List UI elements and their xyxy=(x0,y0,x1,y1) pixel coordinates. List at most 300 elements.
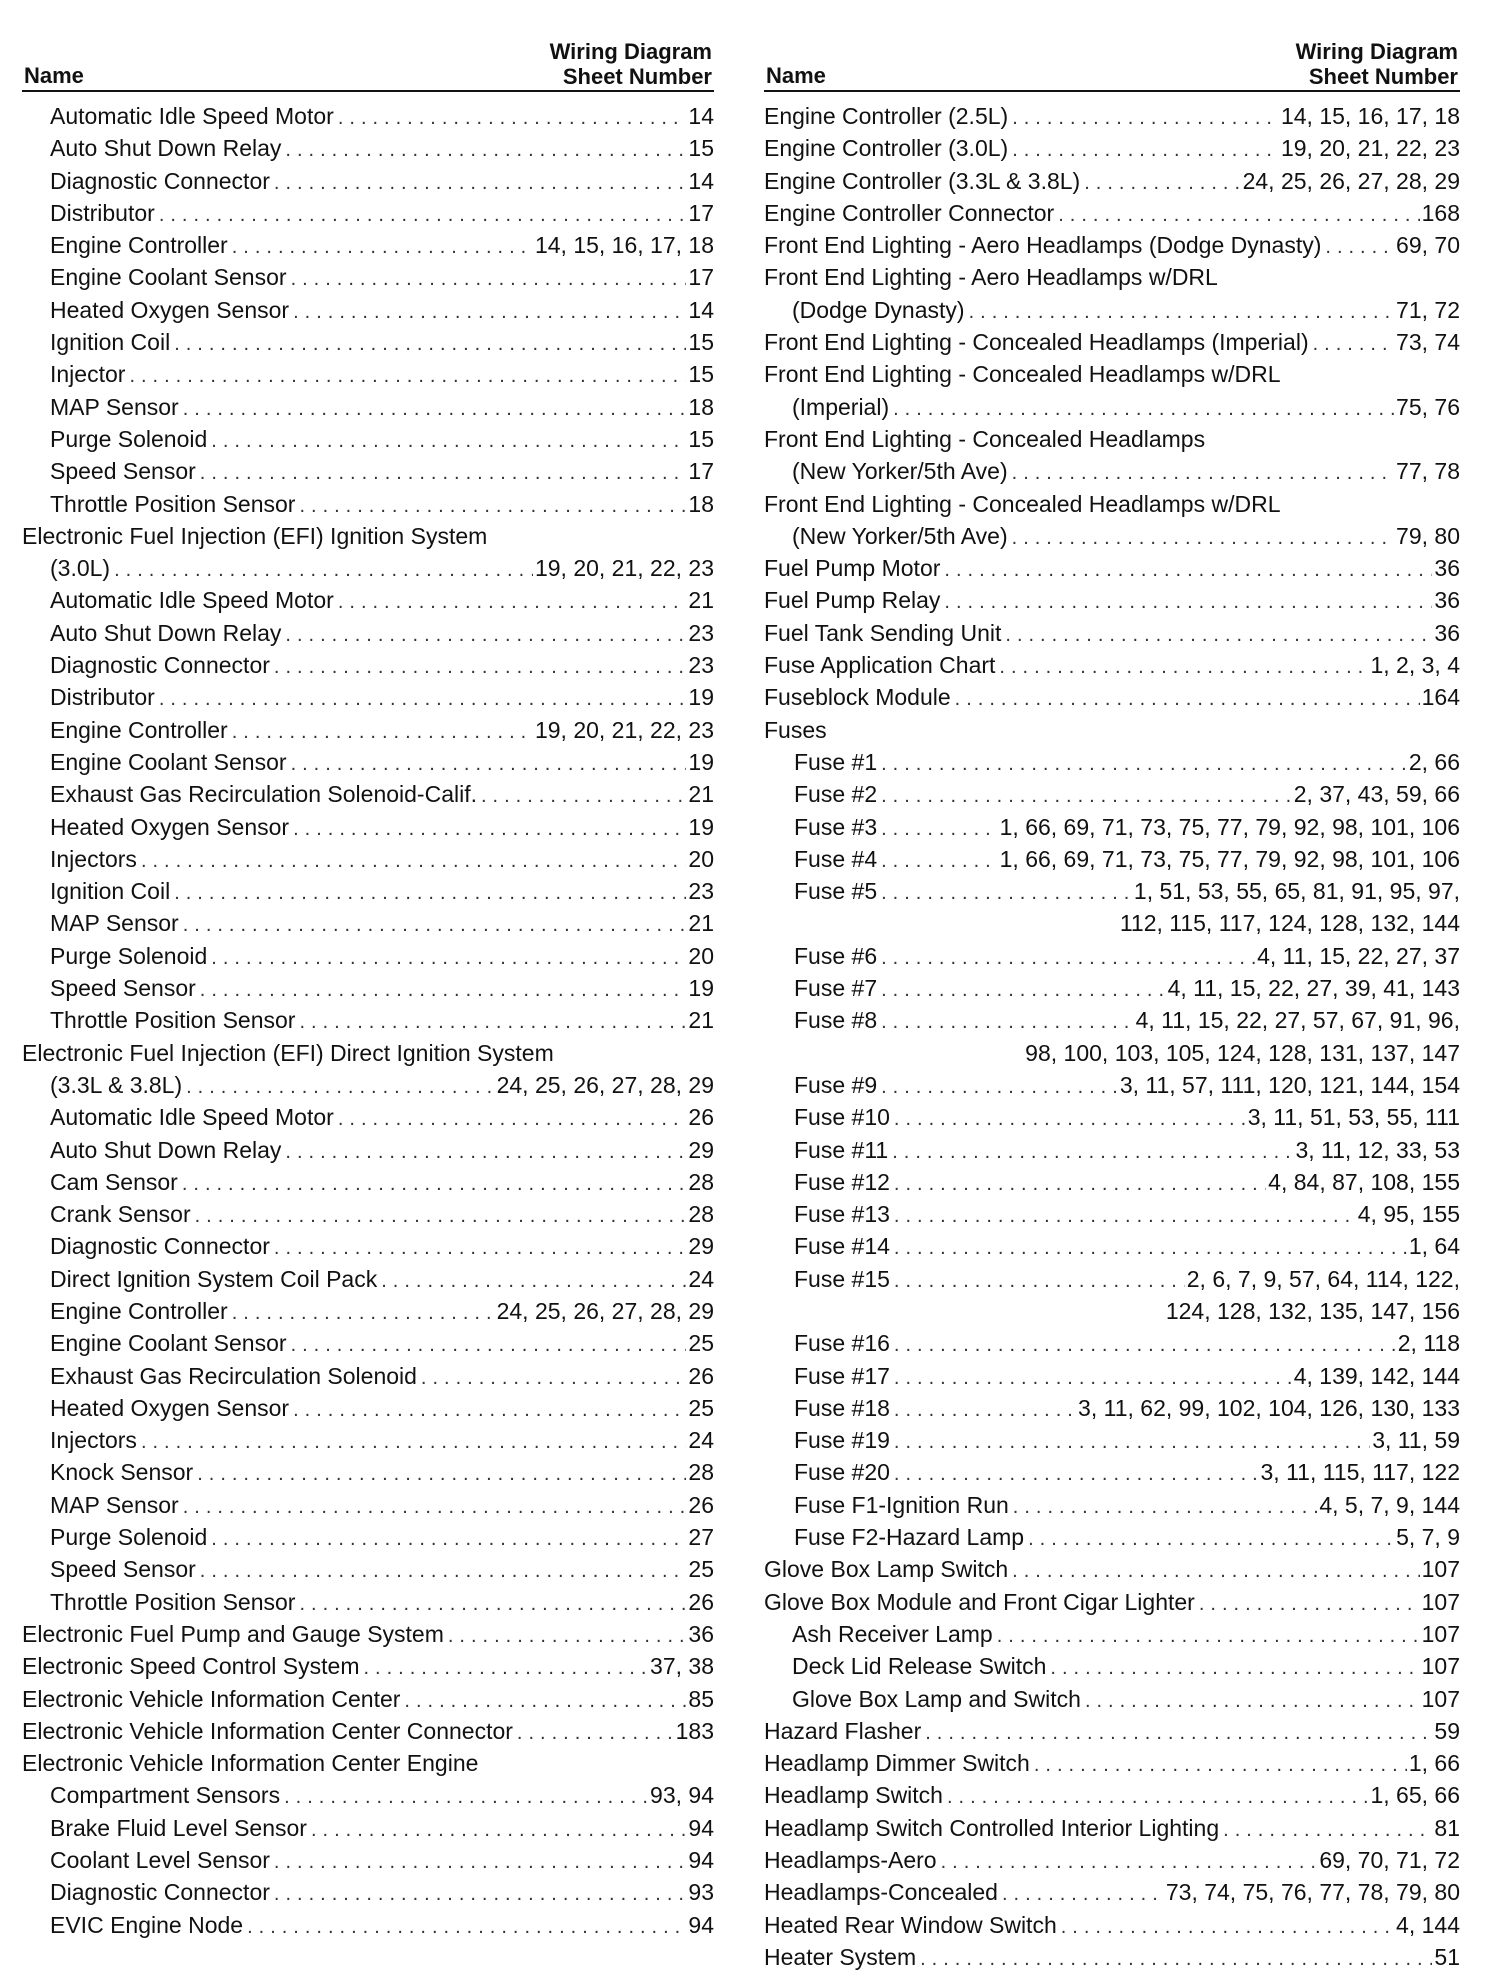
sheet-numbers: 37, 38 xyxy=(650,1653,714,1680)
sheet-number-column-heading xyxy=(550,39,712,89)
sheet-numbers: 3, 11, 57, 111, 120, 121, 144, 154 xyxy=(1119,1071,1460,1098)
index-entry xyxy=(22,1230,714,1262)
entry-name: Knock Sensor xyxy=(50,1459,194,1486)
entry-name: Fuse #10 xyxy=(794,1104,890,1131)
dot-leader xyxy=(881,1071,1118,1103)
index-entry xyxy=(22,1683,714,1715)
entry-name: Fuse #16 xyxy=(794,1330,890,1357)
index-entry xyxy=(764,1166,1460,1198)
entry-name: Diagnostic Connector xyxy=(50,1233,270,1260)
sheet-numbers: 25 xyxy=(688,1556,714,1583)
entry-name: Engine Controller (3.3L & 3.8L) xyxy=(764,167,1081,194)
sheet-numbers: 29 xyxy=(688,1136,714,1163)
index-entry xyxy=(764,1327,1460,1359)
entry-name: Engine Controller (2.5L) xyxy=(764,103,1009,129)
index-entry xyxy=(764,811,1460,843)
index-entry xyxy=(764,778,1460,810)
entry-name: Electronic Speed Control System xyxy=(22,1653,360,1680)
dot-leader xyxy=(291,1329,687,1361)
dot-leader xyxy=(894,1232,1407,1264)
sheet-numbers: 3, 11, 51, 53, 55, 111 xyxy=(1247,1104,1460,1131)
entry-name: Compartment Sensors xyxy=(50,1782,281,1809)
entry-name: (New Yorker/5th Ave) xyxy=(792,458,1008,485)
dot-leader xyxy=(881,813,998,845)
entry-name: Headlamp Switch Controlled Interior Lighting xyxy=(764,1814,1220,1841)
index-entry xyxy=(22,1166,714,1198)
dot-leader xyxy=(1034,1749,1407,1781)
index-entry xyxy=(22,294,714,326)
dot-leader xyxy=(481,780,686,812)
entry-name: Headlamps-Aero xyxy=(764,1847,937,1874)
entry-name: Automatic Idle Speed Motor xyxy=(50,103,334,129)
entry-name: Hazard Flasher xyxy=(764,1717,922,1744)
sheet-numbers: 36 xyxy=(1434,555,1460,582)
dot-leader xyxy=(232,1297,495,1329)
dot-leader xyxy=(944,554,1432,586)
entry-name: Fuse #13 xyxy=(794,1201,890,1228)
sheet-numbers: 4, 144 xyxy=(1396,1911,1460,1938)
dot-leader xyxy=(129,360,686,392)
index-entry xyxy=(22,1134,714,1166)
entry-name: Fuse #9 xyxy=(794,1071,878,1098)
dot-leader xyxy=(274,1846,686,1878)
sheet-numbers: 19, 20, 21, 22, 23 xyxy=(534,555,714,582)
index-heading xyxy=(764,261,1460,293)
sheet-numbers: 20 xyxy=(688,845,714,872)
sheet-numbers: 36 xyxy=(688,1620,714,1647)
dot-leader xyxy=(920,1943,1432,1975)
sheet-numbers: 24, 25, 26, 27, 28, 29 xyxy=(496,1071,714,1098)
index-heading xyxy=(764,714,1460,746)
index-entry xyxy=(22,1327,714,1359)
entry-name: Electronic Vehicle Information Center xyxy=(22,1685,401,1712)
dot-leader xyxy=(421,1362,686,1394)
entry-name: Injector xyxy=(50,361,126,388)
index-entry xyxy=(22,391,714,423)
index-entry xyxy=(764,294,1460,326)
sheet-numbers: 69, 70 xyxy=(1396,232,1460,259)
sheet-numbers: 19, 20, 21, 22, 23 xyxy=(534,716,714,743)
entry-name: Fuse #5 xyxy=(794,878,878,905)
entry-name: Direct Ignition System Coil Pack xyxy=(50,1265,378,1292)
dot-leader xyxy=(955,683,1420,715)
entry-name: Fuse #4 xyxy=(794,845,878,872)
index-entry xyxy=(764,229,1460,261)
sheet-numbers: 124, 128, 132, 135, 147, 156 xyxy=(1165,1297,1460,1324)
entry-name: Headlamps-Concealed xyxy=(764,1879,998,1906)
dot-leader xyxy=(247,1911,686,1943)
dot-leader xyxy=(941,1846,1318,1878)
dot-leader xyxy=(894,1394,1076,1426)
index-entry xyxy=(764,1230,1460,1262)
entry-name: Fuel Pump Relay xyxy=(764,587,941,614)
index-entry xyxy=(22,1909,714,1941)
dot-leader xyxy=(141,1426,686,1458)
sheet-numbers: 107 xyxy=(1421,1685,1460,1712)
sheet-numbers: 4, 11, 15, 22, 27, 39, 41, 143 xyxy=(1167,975,1460,1002)
entry-name: Glove Box Lamp Switch xyxy=(764,1556,1009,1583)
dot-leader xyxy=(293,296,686,328)
sheet-numbers: 107 xyxy=(1421,1556,1460,1583)
entry-name: Fuse #12 xyxy=(794,1168,890,1195)
dot-leader xyxy=(183,909,687,941)
sheet-numbers: 1, 64 xyxy=(1408,1233,1460,1260)
name-column-heading: Name xyxy=(766,63,826,88)
sheet-numbers: 98, 100, 103, 105, 124, 128, 131, 137, 147 xyxy=(1025,1039,1460,1066)
sheet-numbers: 26 xyxy=(688,1588,714,1615)
entry-name: Fuse #14 xyxy=(794,1233,890,1260)
index-entry xyxy=(22,552,714,584)
index-entry xyxy=(764,1004,1460,1036)
sheet-numbers: 15 xyxy=(688,329,714,356)
entry-name: Front End Lighting - Aero Headlamps w/DRL xyxy=(764,264,1218,291)
dot-leader xyxy=(881,748,1407,780)
index-entry-continuation xyxy=(764,907,1460,939)
dot-leader xyxy=(159,199,687,231)
index-entry xyxy=(22,746,714,778)
sheet-numbers: 85 xyxy=(688,1685,714,1712)
dot-leader xyxy=(274,651,687,683)
entry-name: Fuse #6 xyxy=(794,942,878,969)
dot-leader xyxy=(881,845,998,877)
entry-name: (Dodge Dynasty) xyxy=(792,296,965,323)
dot-leader xyxy=(291,748,687,780)
index-entry xyxy=(22,261,714,293)
index-entry xyxy=(764,197,1460,229)
sheet-numbers: 25 xyxy=(688,1394,714,1421)
entry-name: Fuse #11 xyxy=(794,1136,889,1163)
index-entry xyxy=(764,1683,1460,1715)
sheet-numbers: 15 xyxy=(688,135,714,162)
index-entry xyxy=(22,907,714,939)
entry-name: Front End Lighting - Concealed Headlamps w/DRL xyxy=(764,490,1281,517)
dot-leader xyxy=(881,1006,1134,1038)
entry-name: Speed Sensor xyxy=(50,975,196,1002)
sheet-numbers: 112, 115, 117, 124, 128, 132, 144 xyxy=(1119,910,1460,937)
index-entry xyxy=(22,100,714,132)
sheet-numbers: 24 xyxy=(688,1427,714,1454)
sheet-numbers: 164 xyxy=(1421,684,1460,711)
index-entry xyxy=(22,1779,714,1811)
index-entry xyxy=(764,1812,1460,1844)
index-entry xyxy=(22,1586,714,1618)
dot-leader xyxy=(338,586,687,618)
dot-leader xyxy=(274,1878,687,1910)
dot-leader xyxy=(881,877,1132,909)
index-entry xyxy=(764,843,1460,875)
sheet-numbers: 36 xyxy=(1434,619,1460,646)
index-entry xyxy=(764,1553,1460,1585)
dot-leader xyxy=(894,1458,1259,1490)
index-entry xyxy=(764,1844,1460,1876)
sheet-numbers: 21 xyxy=(688,587,714,614)
dot-leader xyxy=(186,1071,494,1103)
index-entry xyxy=(764,1521,1460,1553)
entry-name: Engine Controller (3.0L) xyxy=(764,135,1009,162)
entry-name: Exhaust Gas Recirculation Solenoid-Calif. xyxy=(50,781,477,808)
entry-name: Engine Coolant Sensor xyxy=(50,1330,287,1357)
dot-leader xyxy=(285,619,686,651)
entry-name: Fuse #15 xyxy=(794,1265,890,1292)
index-entry xyxy=(22,229,714,261)
index-entry xyxy=(764,746,1460,778)
entry-name: Fuse #3 xyxy=(794,813,878,840)
entry-name: MAP Sensor xyxy=(50,1491,179,1518)
index-entry xyxy=(764,1586,1460,1618)
entry-name: Electronic Vehicle Information Center Connector xyxy=(22,1717,513,1744)
sheet-numbers: 21 xyxy=(688,1007,714,1034)
dot-leader xyxy=(364,1652,649,1684)
dot-leader xyxy=(1012,134,1279,166)
dot-leader xyxy=(195,1200,687,1232)
dot-leader xyxy=(1012,457,1394,489)
dot-leader xyxy=(894,1362,1292,1394)
sheet-numbers: 4, 11, 15, 22, 27, 37 xyxy=(1257,942,1460,969)
sheet-numbers: 26 xyxy=(688,1104,714,1131)
entry-name: Electronic Fuel Injection (EFI) Ignition System xyxy=(22,522,488,549)
right-column xyxy=(764,28,1460,1973)
entry-name: Engine Controller Connector xyxy=(764,199,1055,226)
index-entry xyxy=(764,617,1460,649)
entry-name: Diagnostic Connector xyxy=(50,652,270,679)
index-entry xyxy=(22,1812,714,1844)
dot-leader xyxy=(1084,167,1240,199)
sheet-numbers: 1, 51, 53, 55, 65, 81, 91, 95, 97, xyxy=(1133,878,1460,905)
index-entry xyxy=(22,1263,714,1295)
dot-leader xyxy=(997,1620,1420,1652)
dot-leader xyxy=(285,134,686,166)
index-heading xyxy=(764,423,1460,455)
left-column-header xyxy=(22,28,714,92)
dot-leader xyxy=(211,425,686,457)
dot-leader xyxy=(274,167,687,199)
index-entry xyxy=(22,875,714,907)
sheet-numbers: 36 xyxy=(1434,587,1460,614)
sheet-numbers: 3, 11, 115, 117, 122 xyxy=(1260,1459,1460,1486)
dot-leader xyxy=(232,231,533,263)
entry-name: Fuse #7 xyxy=(794,975,878,1002)
index-entry xyxy=(22,1521,714,1553)
index-entry xyxy=(764,1134,1460,1166)
sheet-numbers: 4, 11, 15, 22, 27, 57, 67, 91, 96, xyxy=(1135,1007,1460,1034)
index-entry xyxy=(764,584,1460,616)
dot-leader xyxy=(293,813,686,845)
dot-leader xyxy=(881,974,1165,1006)
entry-name: Glove Box Lamp and Switch xyxy=(792,1685,1081,1712)
dot-leader xyxy=(969,296,1394,328)
sheet-numbers: 23 xyxy=(688,619,714,646)
sheet-numbers: 107 xyxy=(1421,1653,1460,1680)
sheet-heading-line-2: Sheet Number xyxy=(1308,64,1458,89)
index-entry xyxy=(22,1489,714,1521)
index-entry xyxy=(764,1424,1460,1456)
entry-name: Purge Solenoid xyxy=(50,942,208,969)
sheet-heading-line-1: Wiring Diagram xyxy=(1295,39,1458,64)
sheet-numbers: 28 xyxy=(688,1459,714,1486)
entry-name: Coolant Level Sensor xyxy=(50,1847,270,1874)
index-entry xyxy=(764,649,1460,681)
index-entry xyxy=(22,940,714,972)
entry-name: Fuse #2 xyxy=(794,781,878,808)
index-entry xyxy=(22,1844,714,1876)
dot-leader xyxy=(894,1329,1396,1361)
sheet-numbers: 26 xyxy=(688,1362,714,1389)
entry-name: Glove Box Module and Front Cigar Lighter xyxy=(764,1588,1195,1615)
sheet-numbers: 24, 25, 26, 27, 28, 29 xyxy=(1242,167,1460,194)
sheet-numbers: 18 xyxy=(688,393,714,420)
sheet-numbers: 107 xyxy=(1421,1620,1460,1647)
dot-leader xyxy=(1325,231,1394,263)
sheet-numbers: 51 xyxy=(1434,1943,1460,1970)
sheet-numbers: 17 xyxy=(688,264,714,291)
index-entry xyxy=(22,1360,714,1392)
sheet-numbers: 4, 84, 87, 108, 155 xyxy=(1268,1168,1460,1195)
index-entry xyxy=(22,1456,714,1488)
dot-leader xyxy=(894,1168,1266,1200)
entry-name: Engine Coolant Sensor xyxy=(50,748,287,775)
index-entry xyxy=(764,165,1460,197)
dot-leader xyxy=(1058,199,1419,231)
dot-leader xyxy=(999,651,1368,683)
sheet-numbers: 94 xyxy=(688,1847,714,1874)
entry-name: MAP Sensor xyxy=(50,393,179,420)
dot-leader xyxy=(293,1394,686,1426)
entry-name: (3.3L & 3.8L) xyxy=(50,1071,183,1098)
index-entry xyxy=(764,1069,1460,1101)
entry-name: Speed Sensor xyxy=(50,458,196,485)
entry-name: Fuse #19 xyxy=(794,1427,890,1454)
dot-leader xyxy=(338,1103,687,1135)
entry-name: EVIC Engine Node xyxy=(50,1911,244,1938)
index-entry xyxy=(22,1618,714,1650)
index-entry xyxy=(22,197,714,229)
index-entry xyxy=(22,165,714,197)
entry-name: Fuse #20 xyxy=(794,1459,890,1486)
sheet-numbers: 23 xyxy=(688,652,714,679)
sheet-numbers: 19 xyxy=(688,813,714,840)
sheet-numbers: 69, 70, 71, 72 xyxy=(1319,1847,1460,1874)
index-entry-continuation xyxy=(764,1037,1460,1069)
entry-name: Throttle Position Sensor xyxy=(50,490,296,517)
index-entry xyxy=(764,552,1460,584)
dot-leader xyxy=(892,1136,1293,1168)
dot-leader xyxy=(894,1265,1185,1297)
index-entry xyxy=(22,1101,714,1133)
dot-leader xyxy=(1313,328,1394,360)
index-entry xyxy=(22,778,714,810)
dot-leader xyxy=(183,1491,687,1523)
dot-leader xyxy=(174,328,686,360)
dot-leader xyxy=(404,1685,686,1717)
sheet-numbers: 18 xyxy=(688,490,714,517)
dot-leader xyxy=(1012,102,1279,134)
entry-name: Engine Controller xyxy=(50,232,228,259)
sheet-numbers: 71, 72 xyxy=(1396,296,1460,323)
dot-leader xyxy=(232,716,533,748)
index-entry xyxy=(22,1198,714,1230)
dot-leader xyxy=(894,1103,1246,1135)
dot-leader xyxy=(299,490,686,522)
sheet-numbers: 79, 80 xyxy=(1396,522,1460,549)
sheet-numbers: 15 xyxy=(688,425,714,452)
dot-leader xyxy=(947,1781,1369,1813)
sheet-numbers: 93 xyxy=(688,1879,714,1906)
sheet-number-column-heading xyxy=(1296,39,1458,89)
sheet-numbers: 4, 95, 155 xyxy=(1357,1201,1460,1228)
sheet-numbers: 1, 66, 69, 71, 73, 75, 77, 79, 92, 98, 101, 106 xyxy=(999,813,1460,840)
index-heading xyxy=(764,488,1460,520)
index-entry xyxy=(764,1263,1460,1295)
dot-leader xyxy=(200,1555,687,1587)
index-entry xyxy=(764,1715,1460,1747)
index-entry xyxy=(22,714,714,746)
index-entry xyxy=(22,358,714,390)
dot-leader xyxy=(284,1781,648,1813)
index-entry xyxy=(22,1553,714,1585)
sheet-numbers: 26 xyxy=(688,1491,714,1518)
sheet-numbers: 17 xyxy=(688,458,714,485)
entry-name: Headlamp Switch xyxy=(764,1782,943,1809)
sheet-numbers: 2, 66 xyxy=(1408,748,1460,775)
entry-name: Front End Lighting - Concealed Headlamps xyxy=(764,425,1206,452)
entry-name: Automatic Idle Speed Motor xyxy=(50,587,334,614)
dot-leader xyxy=(944,586,1432,618)
dot-leader xyxy=(291,263,687,295)
entry-name: Purge Solenoid xyxy=(50,425,208,452)
sheet-numbers: 17 xyxy=(688,199,714,226)
entry-name: Electronic Vehicle Information Center Engine xyxy=(22,1750,479,1777)
sheet-numbers: 19 xyxy=(688,975,714,1002)
sheet-numbers: 1, 65, 66 xyxy=(1370,1782,1460,1809)
sheet-numbers: 14, 15, 16, 17, 18 xyxy=(534,232,714,259)
entry-name: Throttle Position Sensor xyxy=(50,1007,296,1034)
entry-name: Auto Shut Down Relay xyxy=(50,619,282,646)
sheet-numbers: 1, 66, 69, 71, 73, 75, 77, 79, 92, 98, 101, 106 xyxy=(999,845,1460,872)
index-entry xyxy=(22,584,714,616)
sheet-numbers: 59 xyxy=(1434,1717,1460,1744)
sheet-numbers: 1, 2, 3, 4 xyxy=(1370,652,1460,679)
dot-leader xyxy=(285,1136,686,1168)
entry-name: Injectors xyxy=(50,845,137,872)
index-entry xyxy=(22,326,714,358)
index-entry xyxy=(764,1198,1460,1230)
dot-leader xyxy=(894,1426,1370,1458)
index-entry xyxy=(764,940,1460,972)
sheet-numbers: 94 xyxy=(688,1814,714,1841)
sheet-numbers: 21 xyxy=(688,781,714,808)
index-heading xyxy=(764,358,1460,390)
index-entry xyxy=(764,326,1460,358)
index-entry xyxy=(22,132,714,164)
entry-name: Fuse #8 xyxy=(794,1007,878,1034)
sheet-numbers: 19, 20, 21, 22, 23 xyxy=(1280,135,1460,162)
dot-leader xyxy=(299,1006,686,1038)
entry-name: MAP Sensor xyxy=(50,910,179,937)
index-entry xyxy=(22,1392,714,1424)
entry-name: Ash Receiver Lamp xyxy=(792,1620,993,1647)
index-entry xyxy=(22,649,714,681)
sheet-numbers: 29 xyxy=(688,1233,714,1260)
index-entry xyxy=(764,1456,1460,1488)
sheet-numbers: 4, 139, 142, 144 xyxy=(1293,1362,1460,1389)
dot-leader xyxy=(517,1717,674,1749)
dot-leader xyxy=(114,554,533,586)
sheet-numbers: 28 xyxy=(688,1168,714,1195)
sheet-numbers: 21 xyxy=(688,910,714,937)
entry-name: Automatic Idle Speed Motor xyxy=(50,1104,334,1131)
dot-leader xyxy=(141,845,686,877)
entry-name: Throttle Position Sensor xyxy=(50,1588,296,1615)
